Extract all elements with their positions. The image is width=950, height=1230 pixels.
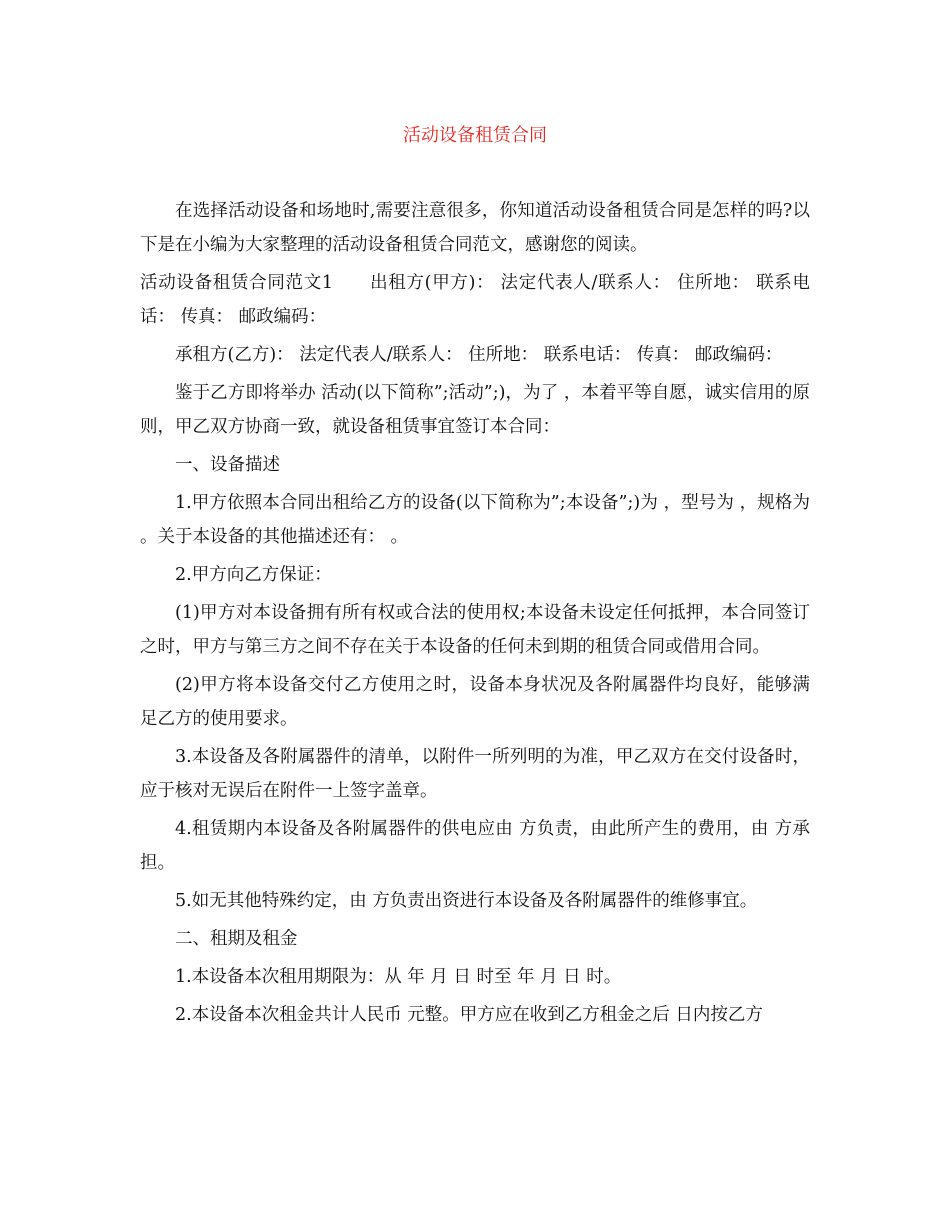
section-heading: 一、设备描述 bbox=[175, 455, 280, 475]
paragraph: 1.本设备本次租用期限为：从 年 月 日 时至 年 月 日 时。 bbox=[175, 967, 622, 987]
document-body bbox=[140, 194, 810, 1036]
paragraph: 1.甲方依照本合同出租给乙方的设备(以下简称为”;本设备”;)为 ，型号为 ，规格为 。关于本设备的其他描述还有： 。 bbox=[140, 493, 810, 547]
paragraph: 2.本设备本次租金共计人民币 元整。甲方应在收到乙方租金之后 日内按乙方 bbox=[175, 1005, 763, 1025]
paragraph: (1)甲方对本设备拥有所有权或合法的使用权;本设备未设定任何抵押，本合同签订之时，甲方与第三方之间不存在关于本设备的任何未到期的租赁合同或借用合同。 bbox=[140, 603, 810, 657]
paragraph: 3.本设备及各附属器件的清单，以附件一所列明的为准，甲乙双方在交付设备时，应于核对无误后在附件一上签字盖章。 bbox=[140, 747, 810, 801]
section-heading: 二、租期及租金 bbox=[175, 929, 298, 949]
paragraph: 承租方(乙方)： 法定代表人/联系人： 住所地： 联系电话： 传真： 邮政编码： bbox=[175, 345, 783, 365]
paragraph: 2.甲方向乙方保证： bbox=[175, 565, 332, 585]
paragraph: 活动设备租赁合同范文1 出租方(甲方)： 法定代表人/联系人： 住所地： 联系电话： 传真： 邮政编码： bbox=[140, 273, 810, 327]
paragraph: (2)甲方将本设备交付乙方使用之时，设备本身状况及各附属器件均良好，能够满足乙方的使用要求。 bbox=[140, 675, 810, 729]
paragraph: 在选择活动设备和场地时,需要注意很多，你知道活动设备租赁合同是怎样的吗?以下是在小编为大家整理的活动设备租赁合同范文，感谢您的阅读。 bbox=[140, 201, 810, 255]
paragraph: 鉴于乙方即将举办 活动(以下简称”;活动”;)，为了 ，本着平等自愿，诚实信用的原则，甲乙双方协商一致，就设备租赁事宜签订本合同： bbox=[140, 383, 810, 437]
paragraph: 5.如无其他特殊约定，由 方负责出资进行本设备及各附属器件的维修事宜。 bbox=[175, 891, 758, 911]
paragraph: 4.租赁期内本设备及各附属器件的供电应由 方负责，由此所产生的费用，由 方承担。 bbox=[140, 819, 810, 873]
document-title: 活动设备租赁合同 bbox=[403, 125, 547, 146]
